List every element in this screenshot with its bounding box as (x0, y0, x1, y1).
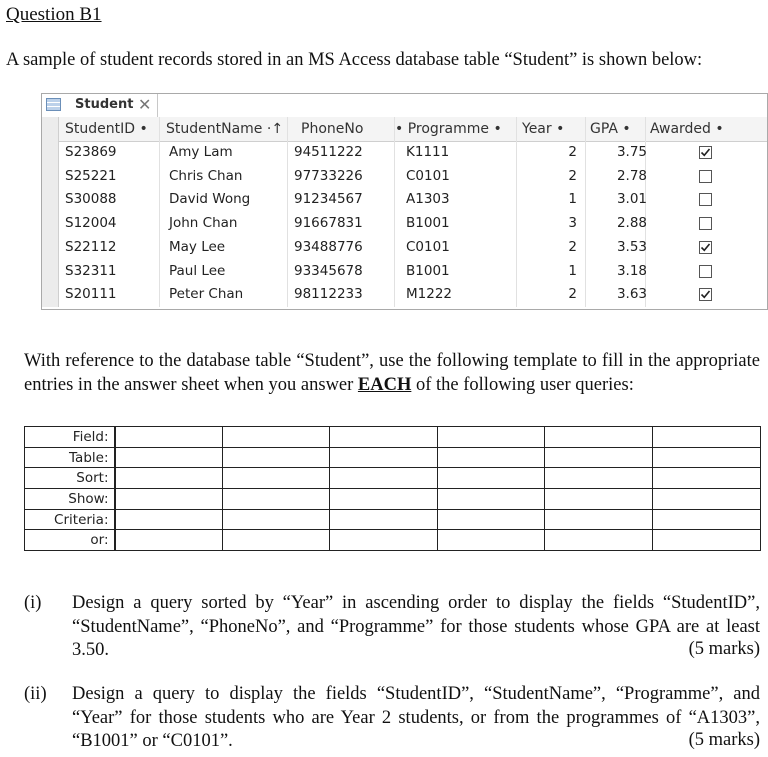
cell-studentname[interactable]: Peter Chan (169, 286, 244, 303)
cell-gpa[interactable]: 3.18 (616, 262, 647, 279)
grid-row-label: Table: (25, 447, 115, 468)
cell-gpa[interactable]: 2.88 (616, 215, 647, 232)
table-row[interactable] (59, 141, 767, 165)
grid-cell[interactable] (545, 447, 653, 468)
grid-cell[interactable] (222, 447, 330, 468)
cell-gpa[interactable]: 3.63 (616, 286, 647, 303)
cell-gpa[interactable]: 2.78 (616, 167, 647, 184)
instructions-paragraph (24, 350, 760, 397)
grid-row (25, 427, 761, 448)
cell-year[interactable]: 3 (568, 215, 577, 232)
check-icon (700, 242, 711, 253)
cell-programme[interactable]: C0101 (406, 167, 450, 184)
grid-cell[interactable] (222, 468, 330, 489)
table-icon (46, 98, 61, 111)
grid-row-label: Criteria: (25, 509, 115, 530)
emphasis-each: EACH (357, 374, 412, 395)
check-icon (700, 147, 711, 158)
grid-cell[interactable] (115, 447, 223, 468)
check-icon (700, 289, 711, 300)
header-studentid[interactable]: StudentID • (65, 121, 148, 137)
awarded-checkbox[interactable] (699, 265, 712, 278)
grid-row (25, 468, 761, 489)
header-phoneno[interactable]: PhoneNo (301, 121, 364, 137)
grid-cell[interactable] (330, 447, 438, 468)
header-programme[interactable]: • Programme • (395, 121, 502, 137)
header-year[interactable]: Year • (522, 121, 565, 137)
table-row[interactable] (59, 212, 767, 236)
grid-cell[interactable] (652, 427, 760, 448)
grid-cell[interactable] (652, 489, 760, 510)
instructions-text: With reference to the database table “Student”, use the following template to fill in the appropriate entries in the answer sheet when you answer (24, 351, 760, 395)
query-design-grid (24, 426, 761, 551)
tab-student[interactable] (42, 94, 158, 117)
cell-year[interactable]: 2 (568, 167, 577, 184)
table-header (59, 117, 767, 142)
tab-label: Student (75, 97, 134, 112)
record-selector-column[interactable] (42, 117, 59, 307)
grid-cell[interactable] (652, 447, 760, 468)
grid-cell[interactable] (545, 489, 653, 510)
cell-phoneno[interactable]: 91234567 (294, 191, 363, 208)
question-number: (ii) (24, 684, 47, 704)
cell-year[interactable]: 2 (568, 238, 577, 255)
grid-cell[interactable] (545, 530, 653, 551)
intro-text: A sample of student records stored in an MS Access database table “Student” is shown below: (6, 50, 703, 70)
cell-year[interactable]: 2 (568, 286, 577, 303)
cell-programme[interactable]: C0101 (406, 238, 450, 255)
access-table-window (41, 93, 768, 310)
question-ii (24, 683, 760, 753)
cell-phoneno[interactable]: 98112233 (294, 286, 363, 303)
grid-cell[interactable] (545, 427, 653, 448)
awarded-checkbox[interactable] (699, 170, 712, 183)
cell-phoneno[interactable]: 93488776 (294, 238, 363, 255)
awarded-checkbox[interactable] (699, 146, 712, 159)
cell-studentid[interactable]: S20111 (65, 286, 117, 303)
grid-cell[interactable] (652, 530, 760, 551)
question-number: (i) (24, 593, 42, 613)
grid-cell[interactable] (115, 489, 223, 510)
header-gpa[interactable]: GPA • (590, 121, 631, 137)
grid-cell[interactable] (115, 468, 223, 489)
grid-cell[interactable] (652, 509, 760, 530)
grid-cell[interactable] (437, 427, 545, 448)
grid-cell[interactable] (330, 509, 438, 530)
cell-studentid[interactable]: S23869 (65, 144, 117, 160)
table-row[interactable] (59, 260, 767, 284)
cell-studentname[interactable]: David Wong (169, 191, 251, 208)
question-text: Design a query sorted by “Year” in ascending order to display the fields “StudentID”, “StudentName”, “PhoneNo”, and “Programme” for those students whose GPA are at least 3.50. (72, 593, 760, 660)
cell-studentid[interactable]: S32311 (65, 262, 117, 279)
close-icon[interactable]: ✕ (138, 95, 152, 114)
cell-programme[interactable]: A1303 (406, 191, 450, 208)
grid-cell[interactable] (330, 427, 438, 448)
grid-cell[interactable] (437, 489, 545, 510)
grid-cell[interactable] (545, 509, 653, 530)
table-row[interactable] (59, 283, 767, 307)
cell-studentid[interactable]: S30088 (65, 191, 117, 208)
cell-studentname[interactable]: May Lee (169, 238, 226, 255)
cell-programme[interactable]: B1001 (406, 262, 450, 279)
cell-phoneno[interactable]: 97733226 (294, 167, 363, 184)
header-awarded[interactable]: Awarded • (650, 121, 724, 137)
cell-gpa[interactable]: 3.75 (616, 144, 647, 160)
grid-row-label: or: (25, 530, 115, 551)
grid-cell[interactable] (222, 489, 330, 510)
grid-cell[interactable] (437, 468, 545, 489)
awarded-checkbox[interactable] (699, 193, 712, 206)
grid-row (25, 447, 761, 468)
awarded-checkbox[interactable] (699, 217, 712, 230)
table-row[interactable] (59, 188, 767, 212)
cell-year[interactable]: 2 (568, 144, 577, 160)
grid-row-label: Field: (25, 427, 115, 448)
cell-studentid[interactable]: S12004 (65, 215, 117, 232)
grid-row (25, 489, 761, 510)
question-text: Design a query to display the fields “StudentID”, “StudentName”, “Programme”, and “Year” for those students who are Year 2 students, or from the programmes of “A1303”, “B1001” or “C0101”. (72, 684, 760, 751)
grid-cell[interactable] (330, 489, 438, 510)
cell-phoneno[interactable]: 91667831 (294, 215, 363, 232)
cell-studentname[interactable]: John Chan (169, 215, 238, 232)
marks-label: (5 marks) (688, 639, 760, 659)
marks-label: (5 marks) (688, 730, 760, 750)
grid-cell[interactable] (222, 530, 330, 551)
cell-programme[interactable]: K1111 (406, 144, 450, 160)
question-title: Question B1 (6, 4, 102, 25)
grid-cell[interactable] (330, 468, 438, 489)
grid-cell[interactable] (222, 509, 330, 530)
awarded-checkbox[interactable] (699, 241, 712, 254)
cell-studentid[interactable]: S22112 (65, 238, 117, 255)
grid-cell[interactable] (115, 427, 223, 448)
grid-row-label: Sort: (25, 468, 115, 489)
question-i (24, 592, 760, 662)
grid-cell[interactable] (115, 509, 223, 530)
grid-row-label: Show: (25, 489, 115, 510)
table-row[interactable] (59, 165, 767, 189)
cell-gpa[interactable]: 3.53 (616, 238, 647, 255)
header-studentname[interactable]: StudentName ·↑ (166, 121, 284, 137)
cell-year[interactable]: 1 (568, 191, 577, 208)
cell-programme[interactable]: B1001 (406, 215, 450, 232)
grid-cell[interactable] (545, 468, 653, 489)
grid-row (25, 509, 761, 530)
cell-phoneno[interactable]: 94511222 (294, 144, 363, 160)
table-row[interactable] (59, 236, 767, 260)
tab-bar (42, 94, 767, 118)
cell-gpa[interactable]: 3.01 (616, 191, 647, 208)
cell-year[interactable]: 1 (568, 262, 577, 279)
awarded-checkbox[interactable] (699, 288, 712, 301)
cell-studentname[interactable]: Chris Chan (169, 167, 243, 184)
grid-cell[interactable] (437, 447, 545, 468)
grid-cell[interactable] (330, 530, 438, 551)
cell-studentname[interactable]: Paul Lee (169, 262, 226, 279)
cell-studentname[interactable]: Amy Lam (169, 144, 233, 160)
cell-phoneno[interactable]: 93345678 (294, 262, 363, 279)
instructions-text-end: of the following user queries: (411, 374, 634, 395)
grid-cell[interactable] (115, 530, 223, 551)
grid-cell[interactable] (437, 530, 545, 551)
grid-cell[interactable] (652, 468, 760, 489)
cell-programme[interactable]: M1222 (406, 286, 453, 303)
grid-cell[interactable] (437, 509, 545, 530)
cell-studentid[interactable]: S25221 (65, 167, 117, 184)
grid-row (25, 530, 761, 551)
grid-cell[interactable] (222, 427, 330, 448)
